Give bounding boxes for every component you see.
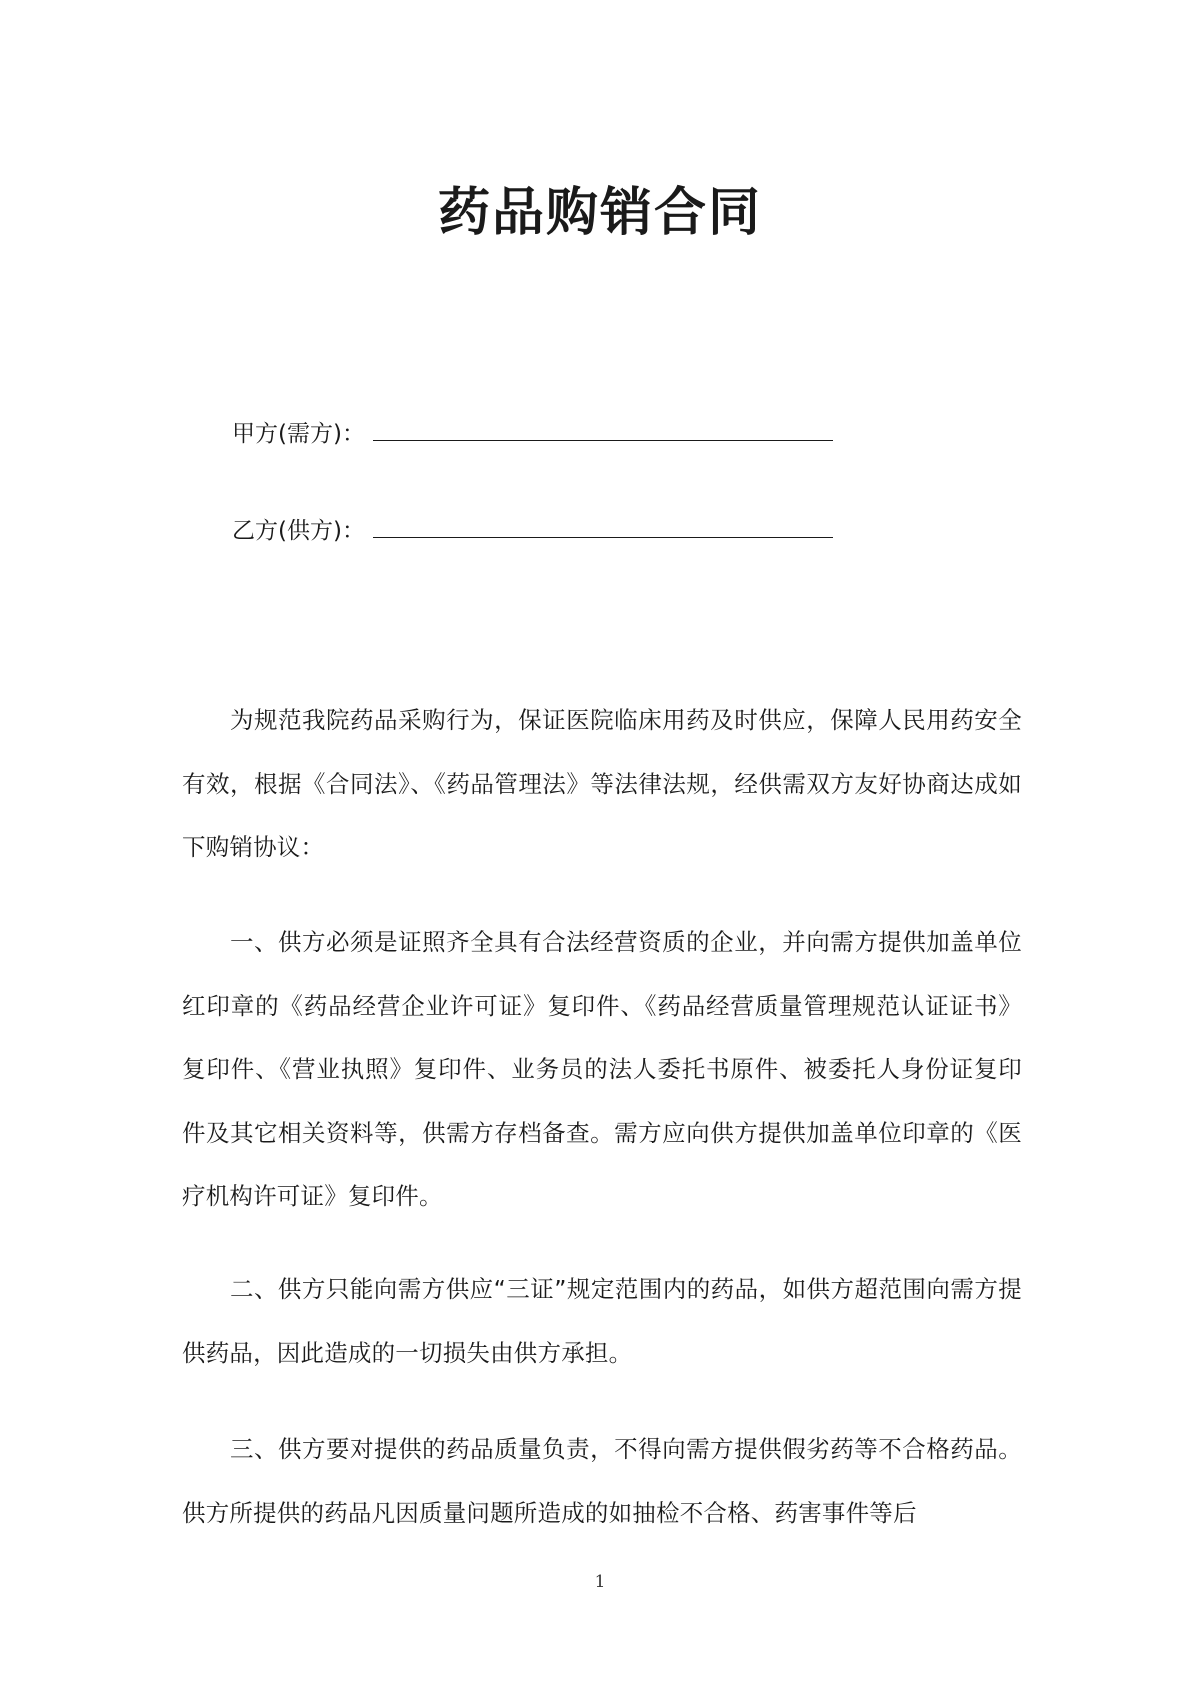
- party-a-blank: [373, 418, 833, 441]
- party-a-label: 甲方(需方)：: [232, 421, 365, 447]
- party-a-line: [232, 416, 833, 452]
- clause-3-paragraph: 三、供方要对提供的药品质量负责，不得向需方提供假劣药等不合格药品。供方所提供的药品凡因质量问题所造成的如抽检不合格、药害事件等后: [182, 1435, 1022, 1527]
- party-b-label: 乙方(供方)：: [232, 518, 365, 544]
- clause-2-paragraph: 二、供方只能向需方供应“三证”规定范围内的药品，如供方超范围向需方提供药品，因此造成的一切损失由供方承担。: [182, 1275, 1022, 1367]
- page-number: 1: [594, 1572, 606, 1592]
- intro-paragraph: 为规范我院药品采购行为，保证医院临床用药及时供应，保障人民用药安全有效，根据《合同法》、《药品管理法》等法律法规，经供需双方友好协商达成如下购销协议：: [182, 706, 1022, 861]
- document-title: 药品购销合同: [437, 183, 762, 243]
- clause-1-paragraph: 一、供方必须是证照齐全具有合法经营资质的企业，并向需方提供加盖单位红印章的《药品经营企业许可证》复印件、《药品经营质量管理规范认证证书》复印件、《营业执照》复印件、业务员的法人委托书原件、被委托人身份证复印件及其它相关资料等，供需方存档备查。需方应向供方提供加盖单位印章的《医疗机构许可证》复印件。: [182, 928, 1022, 1210]
- party-b-line: [232, 513, 833, 549]
- party-b-blank: [373, 515, 833, 538]
